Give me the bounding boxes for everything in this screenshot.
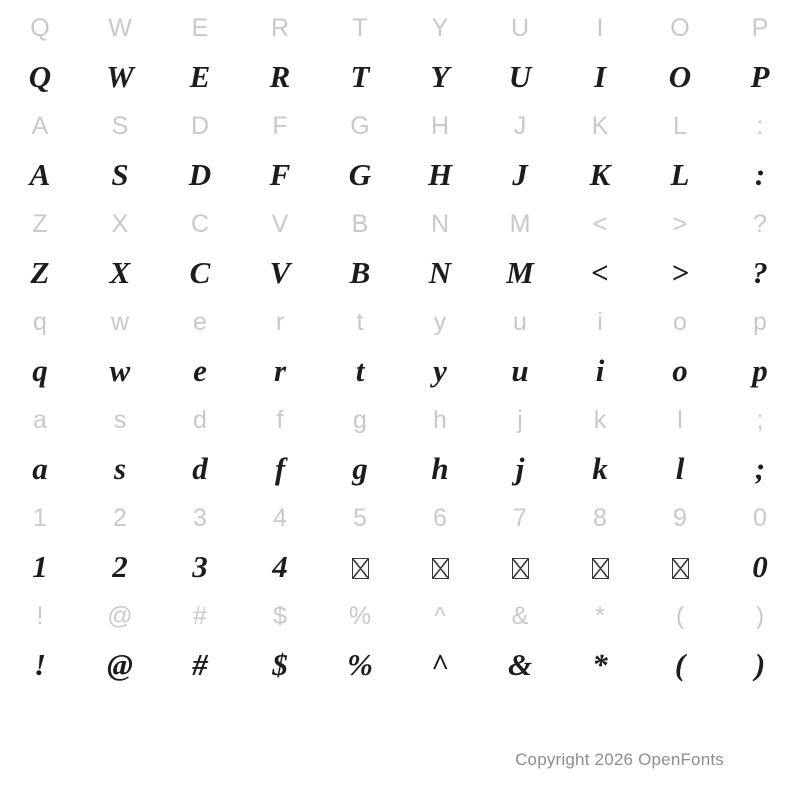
glyph-sample: U xyxy=(508,59,532,94)
key-label: l xyxy=(677,406,683,434)
key-label: S xyxy=(111,112,129,140)
glyph-sample: J xyxy=(512,157,528,192)
glyph-sample: p xyxy=(752,353,768,388)
glyph-sample: 1 xyxy=(32,549,48,584)
glyph-sample: k xyxy=(592,451,608,486)
glyph-sample: s xyxy=(113,451,127,486)
glyph-sample: Y xyxy=(430,59,450,94)
glyph-sample: q xyxy=(32,353,48,388)
glyph-sample: j xyxy=(515,451,525,486)
glyph-sample: P xyxy=(750,59,770,94)
key-label: # xyxy=(193,602,207,630)
glyph-sample: u xyxy=(511,353,529,388)
key-label: ! xyxy=(36,602,44,630)
glyph-sample: ! xyxy=(33,647,47,682)
key-label: ) xyxy=(755,602,765,630)
missing-glyph-box xyxy=(320,542,400,592)
key-label: V xyxy=(271,210,289,238)
glyph-row xyxy=(0,640,800,690)
key-label: K xyxy=(591,112,609,140)
glyph-sample: d xyxy=(192,451,208,486)
glyph-sample: r xyxy=(273,353,287,388)
glyph-sample: $ xyxy=(272,647,288,682)
missing-glyph-box xyxy=(400,542,480,592)
key-label: R xyxy=(270,14,290,42)
key-label: G xyxy=(350,112,370,140)
glyph-sample: * xyxy=(592,647,608,682)
glyph-sample: @ xyxy=(107,647,133,682)
glyph-sample: X xyxy=(109,255,131,290)
glyph-sample: K xyxy=(589,157,611,192)
key-label: T xyxy=(352,14,368,42)
glyph-row xyxy=(0,52,800,102)
glyph-sample: W xyxy=(106,59,134,94)
key-label: ( xyxy=(675,602,685,630)
glyph-sample: O xyxy=(668,59,692,94)
glyph-sample: w xyxy=(109,353,131,388)
glyph-sample: ? xyxy=(752,255,768,290)
key-label: 9 xyxy=(673,504,687,532)
key-label: ? xyxy=(753,210,767,238)
key-label: E xyxy=(191,14,209,42)
key-label: y xyxy=(433,308,447,336)
tofu-icon xyxy=(592,558,609,579)
glyph-sample: T xyxy=(350,59,370,94)
glyph-sample: F xyxy=(269,157,291,192)
glyph-sample: f xyxy=(274,451,286,486)
tofu-icon xyxy=(352,558,369,579)
glyph-sample: % xyxy=(347,647,373,682)
key-row xyxy=(0,298,800,346)
key-label: % xyxy=(348,602,372,630)
key-label: A xyxy=(31,112,49,140)
key-label: U xyxy=(510,14,530,42)
glyph-row xyxy=(0,248,800,298)
glyph-sample: ( xyxy=(674,647,686,682)
key-label: * xyxy=(595,602,605,630)
key-label: g xyxy=(353,406,367,434)
key-label: ^ xyxy=(434,602,446,630)
key-label: d xyxy=(193,406,207,434)
glyph-sample: ^ xyxy=(431,647,449,682)
glyph-sample: t xyxy=(355,353,365,388)
tofu-icon xyxy=(512,558,529,579)
glyph-row xyxy=(0,542,800,592)
glyph-sample: D xyxy=(188,157,212,192)
key-label: J xyxy=(513,112,527,140)
glyph-sample: N xyxy=(428,255,452,290)
key-row xyxy=(0,102,800,150)
key-label: t xyxy=(356,308,364,336)
glyph-sample: G xyxy=(348,157,372,192)
key-label: 1 xyxy=(33,504,47,532)
glyph-sample: & xyxy=(507,647,533,682)
key-label: 6 xyxy=(433,504,447,532)
copyright-notice: Copyright 2026 OpenFonts xyxy=(515,750,724,769)
key-label: h xyxy=(433,406,447,434)
glyph-sample: ) xyxy=(754,647,766,682)
key-label: f xyxy=(276,406,284,434)
key-label: : xyxy=(756,112,764,140)
glyph-sample: 3 xyxy=(192,549,208,584)
glyph-sample: L xyxy=(670,157,690,192)
glyph-row xyxy=(0,150,800,200)
glyph-sample: I xyxy=(593,59,607,94)
key-row xyxy=(0,396,800,444)
glyph-sample: Q xyxy=(28,59,52,94)
glyph-sample: o xyxy=(672,353,688,388)
tofu-icon xyxy=(432,558,449,579)
glyph-sample: 0 xyxy=(752,549,768,584)
key-label: M xyxy=(509,210,531,238)
glyph-sample: y xyxy=(433,353,447,388)
glyph-row xyxy=(0,444,800,494)
missing-glyph-box xyxy=(560,542,640,592)
key-label: r xyxy=(275,308,285,336)
key-label: D xyxy=(190,112,210,140)
key-row xyxy=(0,4,800,52)
glyph-sample: E xyxy=(189,59,211,94)
key-label: j xyxy=(517,406,523,434)
key-label: @ xyxy=(107,602,133,630)
missing-glyph-box xyxy=(480,542,560,592)
key-row xyxy=(0,592,800,640)
key-label: 5 xyxy=(353,504,367,532)
glyph-sample: h xyxy=(431,451,449,486)
glyph-row xyxy=(0,346,800,396)
key-label: W xyxy=(108,14,132,42)
glyph-sample: : xyxy=(754,157,766,192)
key-label: P xyxy=(751,14,769,42)
glyph-sample: M xyxy=(506,255,534,290)
glyph-sample: B xyxy=(349,255,371,290)
key-label: q xyxy=(33,308,47,336)
glyph-sample: Z xyxy=(30,255,50,290)
key-label: s xyxy=(113,406,127,434)
key-label: o xyxy=(673,308,687,336)
key-label: 7 xyxy=(513,504,527,532)
glyph-sample: e xyxy=(193,353,207,388)
key-label: Z xyxy=(32,210,48,238)
key-label: C xyxy=(190,210,210,238)
glyph-sample: V xyxy=(269,255,291,290)
key-label: p xyxy=(753,308,767,336)
key-label: & xyxy=(511,602,529,630)
glyph-sample: H xyxy=(427,157,453,192)
tofu-icon xyxy=(672,558,689,579)
glyph-sample: i xyxy=(595,353,605,388)
key-label: 0 xyxy=(753,504,767,532)
key-row xyxy=(0,494,800,542)
key-label: H xyxy=(430,112,450,140)
glyph-sample: < xyxy=(591,255,609,290)
key-label: N xyxy=(430,210,450,238)
key-label: > xyxy=(672,210,688,238)
key-label: 8 xyxy=(593,504,607,532)
key-label: w xyxy=(110,308,130,336)
glyph-sample: g xyxy=(352,451,368,486)
key-label: e xyxy=(193,308,207,336)
key-label: L xyxy=(673,112,687,140)
key-label: 2 xyxy=(113,504,127,532)
glyph-sample: C xyxy=(189,255,211,290)
key-label: 3 xyxy=(193,504,207,532)
glyph-sample: # xyxy=(192,647,208,682)
glyph-sample: S xyxy=(111,157,129,192)
glyph-sample: R xyxy=(269,59,291,94)
key-label: $ xyxy=(273,602,287,630)
glyph-sample: A xyxy=(29,157,51,192)
glyph-sample: l xyxy=(675,451,685,486)
missing-glyph-box xyxy=(640,542,720,592)
glyph-sample: ; xyxy=(754,451,766,486)
key-label: Y xyxy=(431,14,449,42)
key-label: u xyxy=(513,308,527,336)
key-row xyxy=(0,200,800,248)
key-label: F xyxy=(272,112,288,140)
glyph-sample: 4 xyxy=(272,549,288,584)
glyph-sample: 2 xyxy=(112,549,128,584)
key-label: i xyxy=(597,308,603,336)
key-label: k xyxy=(593,406,607,434)
glyph-sample: > xyxy=(671,255,689,290)
key-label: 4 xyxy=(273,504,287,532)
key-label: I xyxy=(596,14,604,42)
key-label: ; xyxy=(756,406,764,434)
key-label: a xyxy=(33,406,47,434)
key-label: B xyxy=(351,210,369,238)
key-label: Q xyxy=(30,14,50,42)
key-label: X xyxy=(111,210,129,238)
glyph-sample: a xyxy=(32,451,48,486)
key-label: O xyxy=(670,14,690,42)
key-label: < xyxy=(592,210,608,238)
